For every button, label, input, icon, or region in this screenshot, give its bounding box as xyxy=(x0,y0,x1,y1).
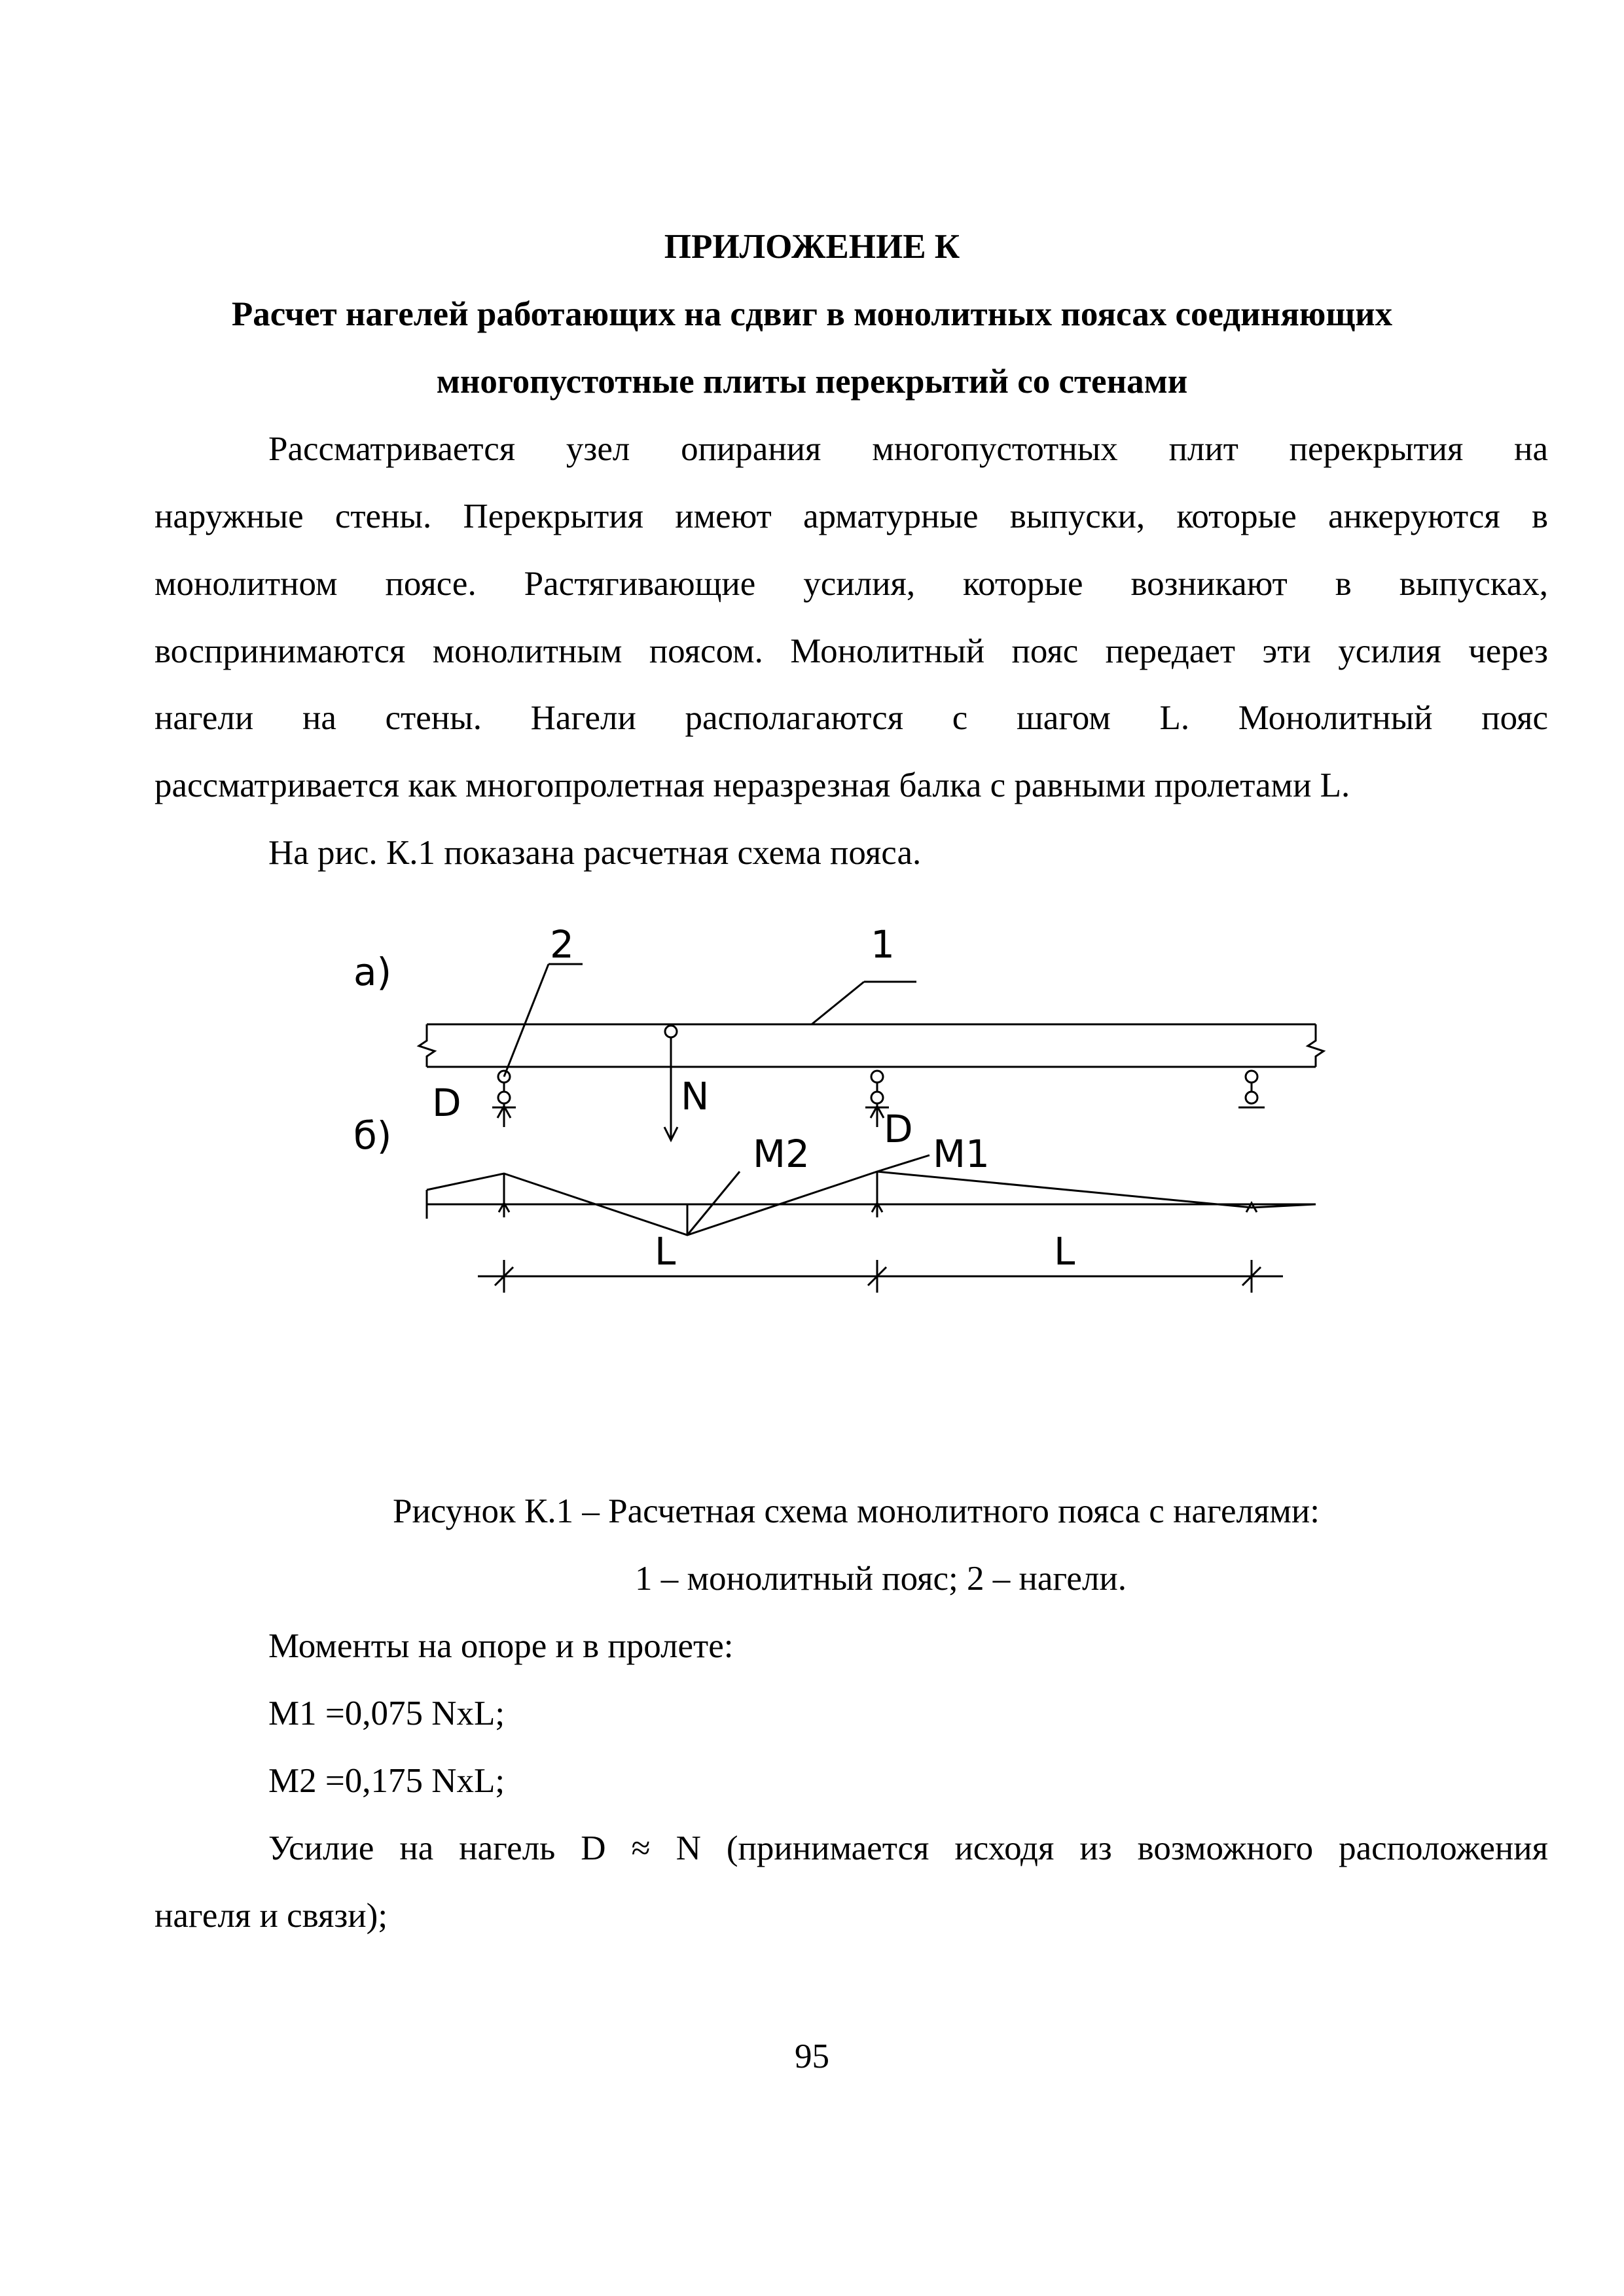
force-line-1: Усилие на нагель D ≈ N (принимается исходя из возможного расположения xyxy=(268,1829,1548,1867)
body-line-6: рассматривается как многопролетная неразрезная балка с равными пролетами L. xyxy=(154,766,1350,804)
page-number: 95 xyxy=(795,2037,829,2075)
formula-m2: M2 =0,175 NxL; xyxy=(268,1762,505,1800)
moment-m2-label: M2 xyxy=(753,1132,810,1176)
label-b: б) xyxy=(353,1113,392,1158)
span-l-left-label: L xyxy=(655,1229,676,1274)
body-line-3: монолитном поясе. Растягивающие усилия, которые возникают в выпусках, xyxy=(154,565,1548,603)
force-line-2: нагеля и связи); xyxy=(154,1897,388,1935)
body-line-5: нагели на стены. Нагели располагаются с шагом L. Монолитный пояс xyxy=(154,699,1548,737)
dowel-left xyxy=(492,1071,516,1127)
callout-2-leader xyxy=(504,964,549,1077)
figure-reference: На рис. К.1 показана расчетная схема пояса. xyxy=(268,834,922,872)
force-d-left-label: D xyxy=(432,1081,461,1125)
dowel-right xyxy=(1238,1071,1265,1107)
section-title-line-2: многопустотные плиты перекрытий со стенами xyxy=(436,363,1188,401)
label-a: а) xyxy=(353,950,392,994)
span-l-right-label: L xyxy=(1054,1229,1075,1274)
force-n-label: N xyxy=(681,1074,710,1119)
callout-1: 1 xyxy=(871,922,895,967)
body-line-1: Рассматривается узел опирания многопустотных плит перекрытия на xyxy=(268,430,1548,468)
callout-2: 2 xyxy=(550,922,574,967)
force-n-arrow xyxy=(664,1026,677,1140)
caption-line-1: Рисунок К.1 – Расчетная схема монолитного пояса с нагелями: xyxy=(393,1492,1320,1530)
body-line-4: воспринимаются монолитным поясом. Монолитный пояс передает эти усилия через xyxy=(154,632,1548,670)
caption-line-2: 1 – монолитный пояс; 2 – нагели. xyxy=(635,1560,1127,1598)
beam-right-break xyxy=(1308,1024,1324,1067)
formula-m1: M1 =0,075 NxL; xyxy=(268,1695,505,1732)
beam-left-break xyxy=(419,1024,435,1067)
moments-intro: Моменты на опоре и в пролете: xyxy=(268,1627,734,1665)
moment-m1-label: M1 xyxy=(933,1132,990,1176)
callout-m1-leader xyxy=(877,1155,929,1172)
section-title-line-1: Расчет нагелей работающих на сдвиг в монолитных поясах соединяющих xyxy=(231,295,1393,333)
force-d-mid-label: D xyxy=(884,1107,913,1151)
body-line-2: наружные стены. Перекрытия имеют арматурные выпуски, которые анкеруются в xyxy=(154,497,1548,535)
callout-1-leader xyxy=(812,982,864,1024)
appendix-title: ПРИЛОЖЕНИЕ К xyxy=(664,228,960,266)
